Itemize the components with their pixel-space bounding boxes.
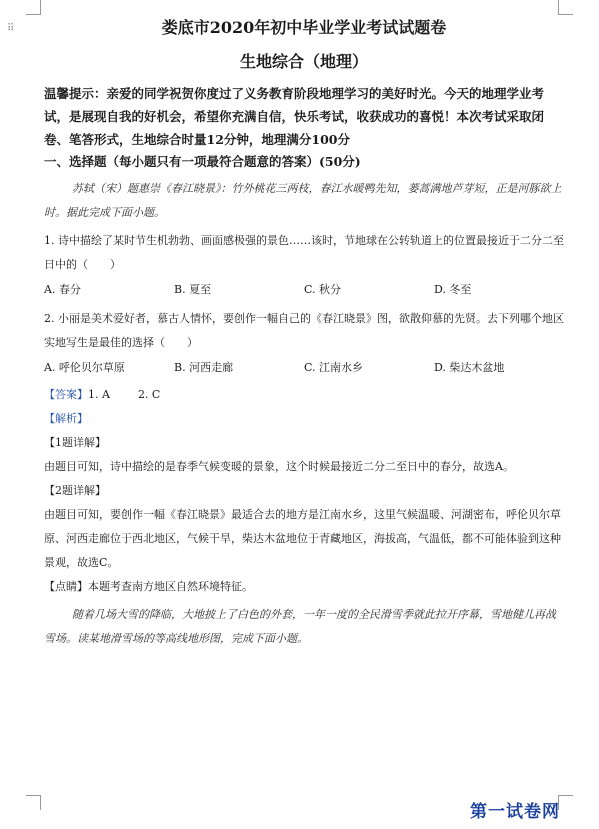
question-2-option-d: D. 柴达木盆地 bbox=[434, 361, 505, 374]
crop-mark-top-left bbox=[26, 0, 41, 15]
drag-handle-icon[interactable]: ⠿ bbox=[7, 23, 16, 34]
question-1-option-b: B. 夏至 bbox=[174, 283, 212, 296]
question-1-option-d: D. 冬至 bbox=[434, 283, 472, 296]
answer-tag: 【答案】 bbox=[44, 388, 88, 401]
question-2-option-b: B. 河西走廊 bbox=[174, 361, 234, 374]
question-2-option-a: A. 呼伦贝尔草原 bbox=[44, 361, 125, 374]
detail-1-tag: 【1题详解】 bbox=[44, 436, 106, 449]
exam-title: 娄底市2020年初中毕业学业考试试题卷 bbox=[161, 18, 447, 37]
question-1-option-c: C. 秋分 bbox=[304, 283, 342, 296]
question-1-options bbox=[44, 277, 564, 303]
exam-subtitle: 生地综合（地理） bbox=[239, 52, 368, 71]
answer-line bbox=[44, 383, 564, 407]
section-heading: 一、选择题（每小题只有一项最符合题意的答案）(50分) bbox=[44, 154, 361, 169]
key-point-tag: 【点睛】 bbox=[44, 580, 88, 593]
crop-mark-bottom-left bbox=[26, 795, 41, 810]
detail-1-text: 由题目可知，诗中描绘的是春季气候变暖的景象，这个时候最接近二分二至日中的春分，故选A。 bbox=[44, 460, 514, 473]
site-watermark: 第一试卷网 bbox=[470, 802, 560, 822]
question-1-option-a: A. 春分 bbox=[44, 283, 81, 296]
question-2-option-c: C. 江南水乡 bbox=[304, 361, 364, 374]
crop-mark-top-right bbox=[558, 0, 573, 15]
question-2-stem: 2. 小丽是美术爱好者，慕古人情怀，要创作一幅自己的《春江晓景》图，欲散仰慕的先贤。去下列哪个地区实地写生是最佳的选择（ ） bbox=[44, 312, 564, 349]
question-1-stem: 1. 诗中描绘了某时节生机勃勃、画面感极强的景色……该时，节地球在公转轨道上的位置最接近于二分二至日中的（ ） bbox=[44, 234, 564, 271]
poem-passage: 苏轼（宋）题惠崇《春江晓景》：竹外桃花三两枝，春江水暖鸭先知，蒌蒿满地芦芽短，正是河豚欲上时。据此完成下面小题。 bbox=[44, 182, 562, 219]
answer-2: 2. C bbox=[137, 388, 161, 401]
key-point-text: 本题考查南方地区自然环境特征。 bbox=[88, 580, 253, 593]
key-point bbox=[44, 575, 564, 599]
ski-passage: 随着几场大雪的降临，大地披上了白色的外套，一年一度的全民滑雪季就此拉开序幕，雪地健儿再战雪场。读某地滑雪场的等高线地形图，完成下面小题。 bbox=[44, 608, 556, 645]
analysis-tag: 【解析】 bbox=[44, 412, 88, 425]
exam-notice: 温馨提示：亲爱的同学祝贺你度过了义务教育阶段地理学习的美好时光。今天的地理学业考试，是展现自我的好机会，希望你充满自信，快乐考试，收获成功的喜悦！本次考试采取闭卷、笔答形式，生地综合时量12分钟，地理满分100分 bbox=[44, 86, 545, 147]
detail-2-text: 由题目可知，要创作一幅《春江晓景》最适合去的地方是江南水乡，这里气候温暖、河湖密布，呼伦贝尔草原、河西走廊位于西北地区，气候干旱，柴达木盆地位于青藏地区，海拔高，气温低，都不可能体验到这种景观，故选C。 bbox=[44, 508, 561, 569]
answer-1: 1. A bbox=[88, 388, 110, 401]
document-page bbox=[44, 16, 564, 651]
detail-2-tag: 【2题详解】 bbox=[44, 484, 106, 497]
question-2-options bbox=[44, 355, 564, 381]
